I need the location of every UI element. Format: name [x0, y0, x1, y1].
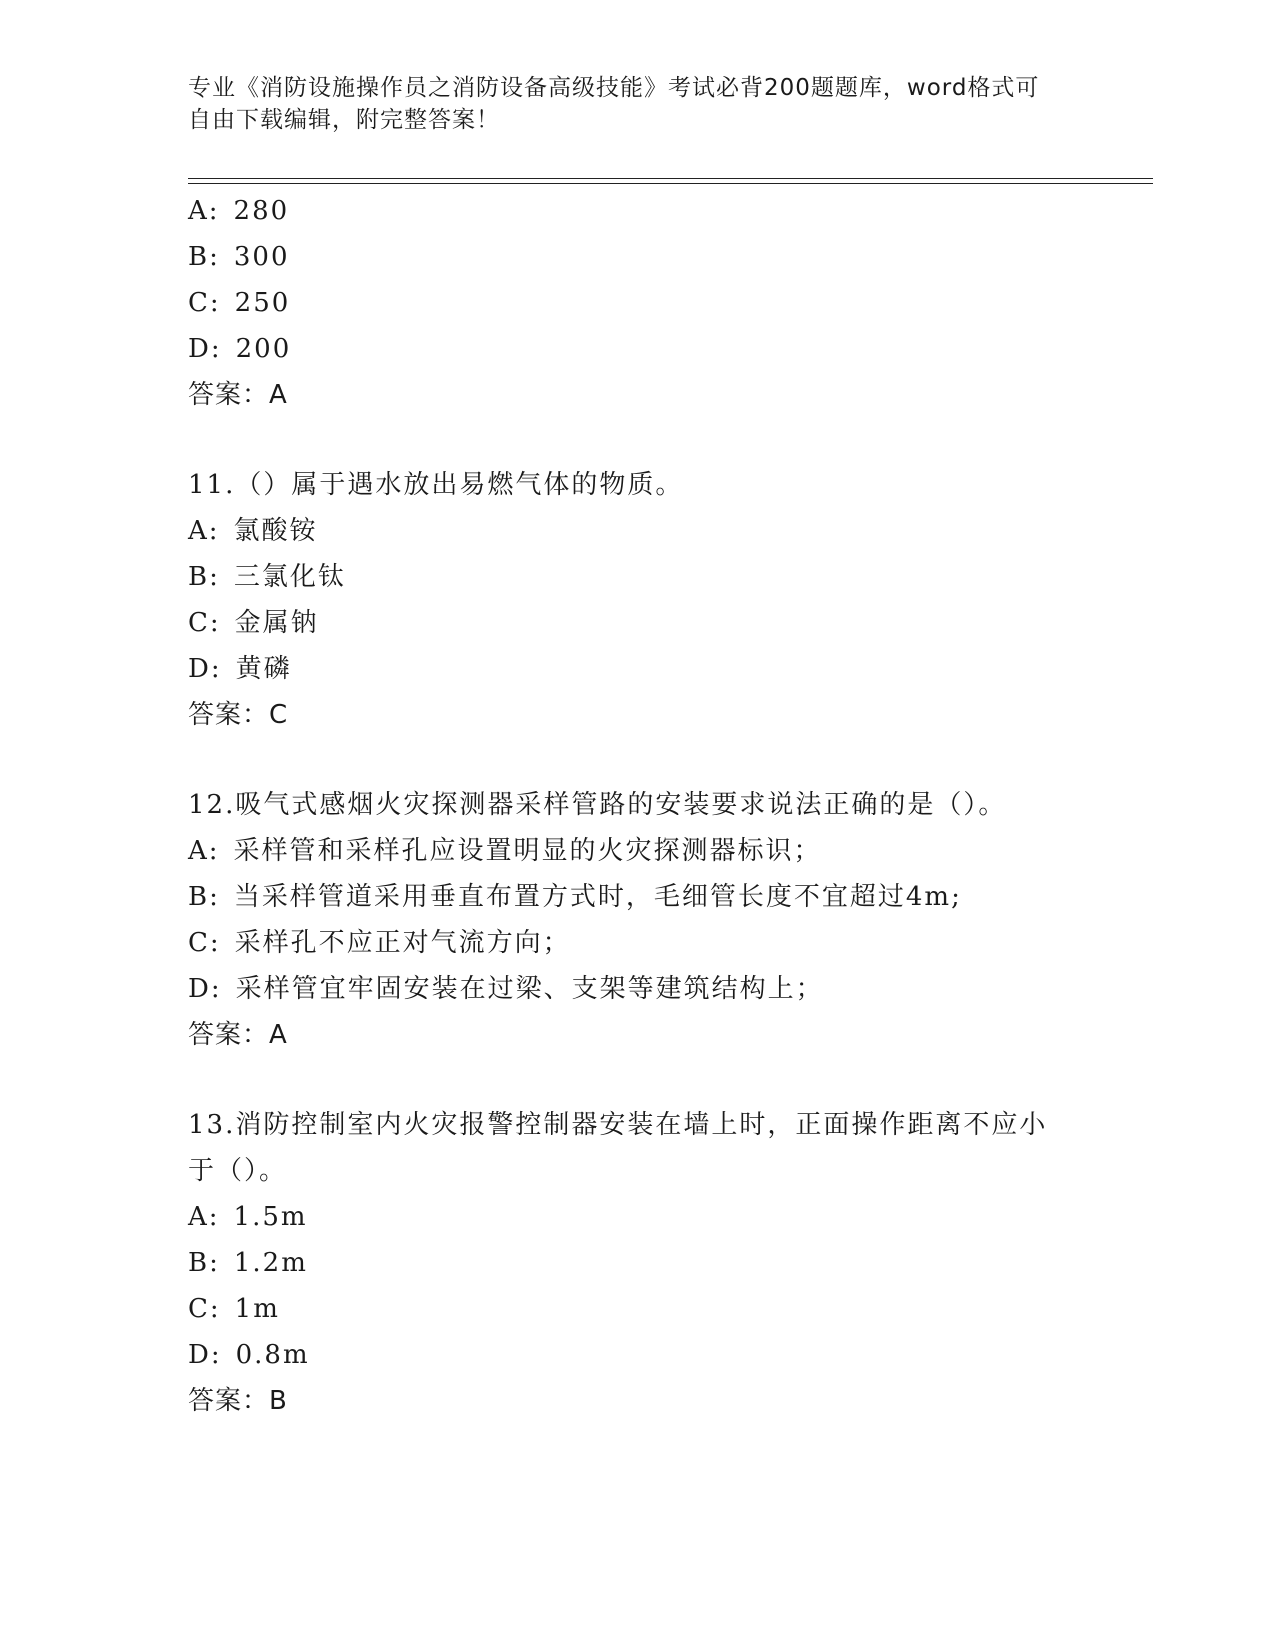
question-text: 12.吸气式感烟火灾探测器采样管路的安装要求说法正确的是（）。: [188, 790, 1007, 820]
answer-line: 答案：B: [188, 1386, 288, 1416]
option-row: C: 250: [188, 288, 291, 318]
option-row: B: 1.2m: [188, 1248, 308, 1278]
option-row: B: 300: [188, 242, 290, 272]
header-line-2: 自由下载编辑，附完整答案！: [188, 107, 500, 133]
answer-line: 答案：A: [188, 1020, 288, 1050]
question-text: 11.（）属于遇水放出易燃气体的物质。: [188, 470, 684, 500]
header-divider-top: [188, 178, 1153, 179]
option-row: D: 黄磷: [188, 654, 292, 684]
question-block-12: [188, 782, 1148, 1058]
answer-line: 答案：C: [188, 700, 289, 730]
question-block-11: [188, 462, 1148, 738]
option-row: D: 0.8m: [188, 1340, 310, 1370]
option-row: C: 金属钠: [188, 608, 319, 638]
question-block-10: [188, 188, 1148, 418]
option-row: A: 1.5m: [188, 1202, 308, 1232]
option-row: B: 当采样管道采用垂直布置方式时，毛细管长度不宜超过4m;: [188, 882, 962, 912]
question-list: [188, 188, 1148, 1424]
question-block-13: [188, 1102, 1148, 1424]
question-text-line-2: 于（）。: [188, 1156, 288, 1186]
option-row: A: 280: [188, 196, 290, 226]
header-line-1: 专业《消防设施操作员之消防设备高级技能》考试必背200题题库，word格式可: [188, 75, 1040, 101]
answer-line: 答案：A: [188, 380, 288, 410]
option-row: D: 采样管宜牢固安装在过梁、支架等建筑结构上；: [188, 974, 824, 1004]
document-header: [188, 72, 1088, 136]
option-row: C: 采样孔不应正对气流方向；: [188, 928, 571, 958]
question-text-line-1: 13.消防控制室内火灾报警控制器安装在墙上时，正面操作距离不应小: [188, 1110, 1048, 1140]
option-row: C: 1m: [188, 1294, 280, 1324]
option-row: B: 三氯化钛: [188, 562, 346, 592]
option-row: A: 采样管和采样孔应设置明显的火灾探测器标识；: [188, 836, 822, 866]
header-divider-bottom: [188, 183, 1153, 184]
option-row: A: 氯酸铵: [188, 516, 318, 546]
option-row: D: 200: [188, 334, 292, 364]
